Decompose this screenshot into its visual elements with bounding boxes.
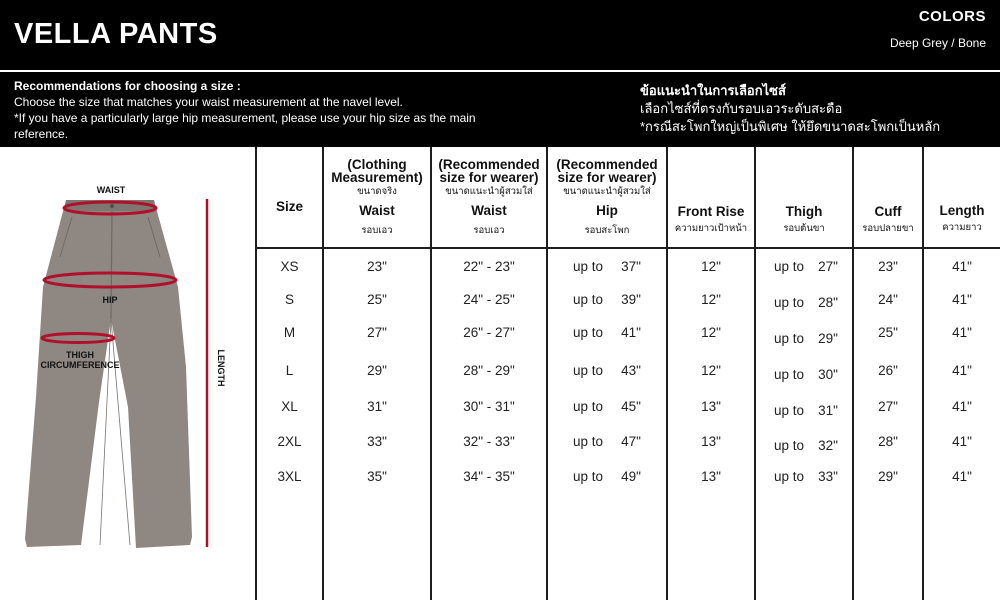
header-cuff	[854, 147, 922, 247]
cell-front-rise: 12"	[701, 325, 721, 340]
cell-size: M	[283, 325, 296, 340]
cell-waist-wearer: 24" - 25"	[463, 292, 515, 307]
cell-front-rise: 13"	[701, 434, 721, 449]
cell-cuff: 29"	[878, 469, 898, 484]
cell-length: 41"	[952, 259, 972, 274]
cell-length: 41"	[952, 292, 972, 307]
cell-waist-cloth: 29"	[367, 363, 387, 378]
cell-waist-wearer: 34" - 35"	[463, 469, 515, 484]
rec-th-line-2: *กรณีสะโพกใหญ่เป็นพิเศษ ให้ยึดขนาดสะโพกเป็นหลัก	[640, 119, 941, 134]
header-waist-wearer-sub: (Recommended size for wearer)	[438, 157, 540, 185]
cell-length: 41"	[952, 399, 972, 414]
header-waist-clothing-main: Waist	[359, 203, 395, 218]
header-hip-thai-bottom: รอบสะโพก	[584, 225, 630, 236]
cell-thigh-prefix: up to	[773, 469, 805, 484]
cell-hip-prefix: up to	[572, 325, 604, 340]
cell-hip-prefix: up to	[572, 259, 604, 274]
cell-length: 41"	[952, 363, 972, 378]
cell-size: 3XL	[277, 469, 302, 484]
cell-size: 2XL	[277, 434, 302, 449]
header-waist-wearer-thai-bottom: รอบเอว	[473, 225, 505, 236]
cell-thigh: 30"	[818, 367, 838, 382]
cell-size: XS	[280, 259, 299, 274]
colors-value: Deep Grey / Bone	[889, 36, 986, 50]
cell-length: 41"	[952, 469, 972, 484]
cell-hip-prefix: up to	[572, 469, 604, 484]
header-cuff-thai: รอบปลายขา	[862, 223, 914, 234]
cell-hip-prefix: up to	[572, 292, 604, 307]
cell-waist-cloth: 31"	[367, 399, 387, 414]
rec-en-line-2: *If you have a particularly large hip measurement, please use your hip size as the main reference.	[14, 111, 476, 141]
waist-label: WAIST	[96, 185, 126, 195]
header-front-rise-thai: ความยาวเป้าหน้า	[674, 223, 748, 234]
rec-th-heading: ข้อแนะนำในการเลือกไซส์	[640, 83, 786, 98]
cell-hip: 47"	[621, 434, 641, 449]
cell-cuff: 23"	[878, 259, 898, 274]
thigh-label-line-1: THIGH	[66, 350, 94, 360]
header-bar	[0, 0, 1000, 70]
cell-thigh-prefix: up to	[773, 438, 805, 453]
cell-waist-wearer: 26" - 27"	[463, 325, 515, 340]
cell-thigh: 31"	[818, 403, 838, 418]
cell-hip: 39"	[621, 292, 641, 307]
header-waist-clothing	[324, 147, 430, 247]
header-front-rise-main: Front Rise	[677, 204, 745, 219]
rec-th-line-1: เลือกไซส์ที่ตรงกับรอบเอวระดับสะดือ	[640, 101, 843, 116]
cell-cuff: 25"	[878, 325, 898, 340]
cell-front-rise: 13"	[701, 469, 721, 484]
length-label: LENGTH	[216, 349, 226, 387]
recommendations-bar	[0, 72, 1000, 147]
header-size-label: Size	[275, 199, 303, 214]
cell-waist-cloth: 25"	[367, 292, 387, 307]
cell-hip: 37"	[621, 259, 641, 274]
header-length-main: Length	[939, 203, 985, 218]
cell-cuff: 26"	[878, 363, 898, 378]
cell-hip: 41"	[621, 325, 641, 340]
pants-illustration	[0, 147, 255, 600]
colors-label: COLORS	[918, 8, 986, 25]
thigh-label-line-2: CIRCUMFERENCE	[40, 360, 120, 370]
cell-thigh: 28"	[818, 295, 838, 310]
cell-thigh-prefix: up to	[773, 331, 805, 346]
header-hip-sub: (Recommended size for wearer)	[556, 157, 658, 185]
recommendations-thai	[640, 82, 990, 136]
cell-cuff: 24"	[878, 292, 898, 307]
cell-length: 41"	[952, 434, 972, 449]
header-waist-clothing-sub: (Clothing Measurement)	[331, 157, 423, 185]
cell-hip-prefix: up to	[572, 434, 604, 449]
cell-thigh: 29"	[818, 331, 838, 346]
header-hip	[548, 147, 666, 247]
cell-size: L	[285, 363, 294, 378]
header-thigh	[756, 147, 852, 247]
cell-thigh-prefix: up to	[773, 259, 805, 274]
rec-en-line-1: Choose the size that matches your waist measurement at the navel level.	[14, 95, 403, 109]
header-waist-wearer-thai: ขนาดแนะนำผู้สวมใส่	[445, 186, 533, 197]
header-hip-thai: ขนาดแนะนำผู้สวมใส่	[563, 186, 651, 197]
header-size	[257, 147, 322, 247]
header-front-rise	[668, 147, 754, 247]
header-thigh-main: Thigh	[785, 204, 823, 219]
cell-front-rise: 12"	[701, 259, 721, 274]
header-thigh-thai: รอบต้นขา	[783, 223, 825, 234]
cell-waist-wearer: 30" - 31"	[463, 399, 515, 414]
cell-cuff: 27"	[878, 399, 898, 414]
cell-hip-prefix: up to	[572, 363, 604, 378]
header-waist-clothing-thai-bottom: รอบเอว	[361, 225, 393, 236]
cell-size: S	[284, 292, 294, 307]
cell-waist-wearer: 22" - 23"	[463, 259, 515, 274]
cell-length: 41"	[952, 325, 972, 340]
header-cuff-main: Cuff	[874, 204, 902, 219]
header-length-thai: ความยาว	[942, 222, 982, 233]
cell-size: XL	[281, 399, 298, 414]
header-waist-wearer-main: Waist	[471, 203, 507, 218]
cell-waist-cloth: 33"	[367, 434, 387, 449]
header-length	[924, 147, 1000, 247]
cell-front-rise: 13"	[701, 399, 721, 414]
cell-hip: 43"	[621, 363, 641, 378]
waist-button	[110, 204, 114, 208]
cell-waist-cloth: 27"	[367, 325, 387, 340]
cell-hip: 45"	[621, 399, 641, 414]
cell-cuff: 28"	[878, 434, 898, 449]
cell-thigh-prefix: up to	[773, 295, 805, 310]
cell-hip-prefix: up to	[572, 399, 604, 414]
size-chart-table	[255, 147, 1000, 600]
cell-thigh-prefix: up to	[773, 403, 805, 418]
cell-waist-wearer: 32" - 33"	[463, 434, 515, 449]
cell-waist-cloth: 23"	[367, 259, 387, 274]
rec-en-heading: Recommendations for choosing a size :	[14, 79, 241, 93]
cell-waist-wearer: 28" - 29"	[463, 363, 515, 378]
cell-hip: 49"	[621, 469, 641, 484]
cell-front-rise: 12"	[701, 363, 721, 378]
cell-thigh: 33"	[818, 469, 838, 484]
header-waist-clothing-thai: ขนาดจริง	[357, 186, 397, 197]
header-hip-main: Hip	[596, 203, 618, 218]
cell-front-rise: 12"	[701, 292, 721, 307]
cell-thigh-prefix: up to	[773, 367, 805, 382]
cell-thigh: 32"	[818, 438, 838, 453]
header-row-divider	[255, 247, 1000, 249]
recommendations-english	[14, 78, 514, 142]
hip-label: HIP	[102, 295, 118, 305]
cell-waist-cloth: 35"	[367, 469, 387, 484]
thigh-label	[22, 350, 138, 370]
cell-thigh: 27"	[818, 259, 838, 274]
header-waist-wearer	[432, 147, 546, 247]
page-title: VELLA PANTS	[14, 18, 218, 50]
